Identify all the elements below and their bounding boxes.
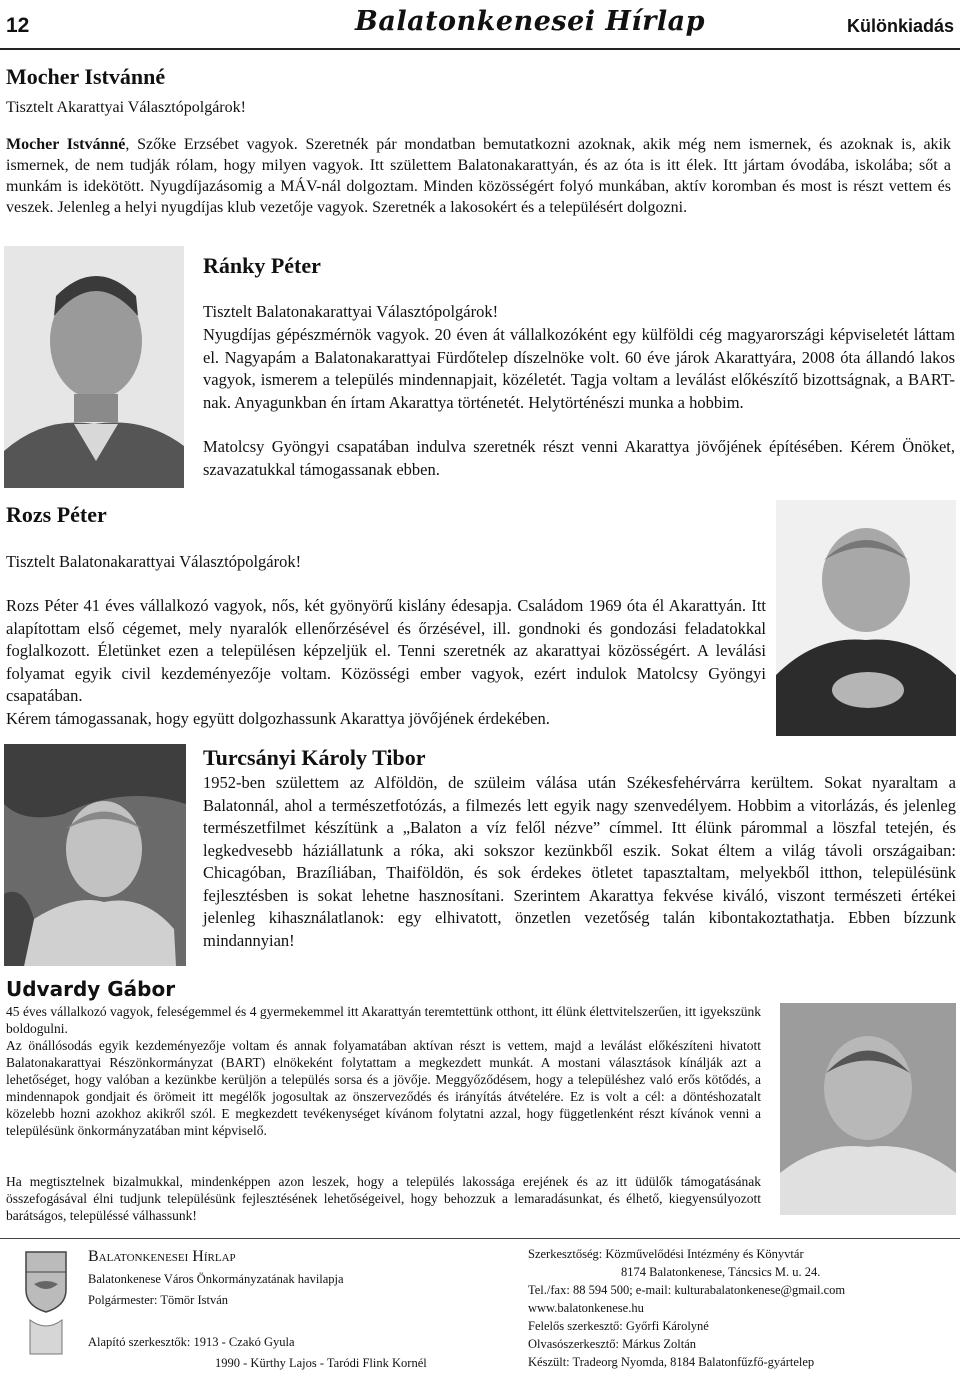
- footer-paper-title: [88, 1248, 236, 1266]
- candidate-name-udvardy: Udvardy Gábor: [6, 977, 176, 1001]
- footer-founders-2: 1990 - Kürthy Lajos - Taródi Flink Kornél: [215, 1356, 427, 1370]
- page-number: 12: [6, 14, 30, 37]
- greeting-ranky: Tisztelt Balatonakarattyai Választópolgárok!: [203, 302, 499, 321]
- footer-founders-1: Alapító szerkesztők: 1913 - Czakó Gyula: [88, 1335, 295, 1349]
- candidate-photo-rozs: [776, 500, 956, 736]
- footer-contact: Tel./fax: 88 594 500; e-mail: kulturabalatonkenese@gmail.com: [528, 1283, 846, 1297]
- candidate-name-mocher: Mocher Istvánné: [6, 64, 166, 89]
- bio-rozs: Rozs Péter 41 éves vállalkozó vagyok, nős, két gyönyörű kislány édesapja. Családom 1969 óta él Akarattyán. Itt alapítottam első cégemet, mely nyaralók ellenőrzésével és őrzésével, ill. gondnoki és gondozási feladatokkal foglalkozott. Életünket ezen a településen képzeljük el. Tenni szeretnék az akarattyai közösségért. A leválási folyamat egyik civil kezdeményezője voltam. Közösségi ember vagyok, ezért indulok Matolcsy Gyöngyi csapatában.: [6, 596, 766, 705]
- candidate-name-ranky: Ránky Péter: [203, 253, 321, 278]
- header-divider: [0, 48, 960, 50]
- bio-mocher: [6, 134, 951, 218]
- candidate-name-turcsanyi: Turcsányi Károly Tibor: [203, 745, 426, 770]
- greeting-rozs: Tisztelt Balatonakarattyai Választópolgárok!: [6, 552, 302, 571]
- footer-paper-title-text: Balatonkenesei Hírlap: [88, 1248, 236, 1265]
- bio-udvardy-3: Ha megtisztelnek bizalmukkal, mindenképpen azon leszek, hogy a település lakossága erejének és az itt üdülők támogatásának összefogásával élni tudjunk településünk fejlesztésének lehetőségeivel, hogy behozzuk a lemaradásunkat, és élhető, kiegyensúlyozott barátságos, településsé válhassunk!: [6, 1174, 761, 1223]
- footer-printer: Készült: Tradeorg Nyomda, 8184 Balatonfűzfő-gyártelep: [528, 1355, 815, 1369]
- bio-rozs-2: Kérem támogassanak, hogy együtt dolgozhassunk Akarattya jövőjének érdekében.: [6, 709, 550, 728]
- footer-website: www.balatonkenese.hu: [528, 1301, 644, 1315]
- candidate-photo-udvardy: [780, 1003, 956, 1215]
- footer-subtitle: Balatonkenese Város Önkormányzatának havilapja: [88, 1272, 344, 1286]
- greeting-mocher: Tisztelt Akarattyai Választópolgárok!: [6, 99, 246, 116]
- bio-udvardy-1: 45 éves vállalkozó vagyok, feleségemmel és 4 gyermekemmel itt Akarattyán teremtettünk otthont, itt élünk élettvitelszerűen, itt igyekszünk boldogulni.: [6, 1004, 761, 1036]
- footer-copy-editor: Olvasószerkesztő: Márkus Zoltán: [528, 1337, 697, 1351]
- footer-divider: [0, 1238, 960, 1239]
- bio-mocher-text: , Szőke Erzsébet vagyok. Szeretnék pár mondatban bemutatkozni azoknak, akik még nem ismernek, és azoknak is, akik ismernek, de nem tudják rólam, hogy milyen vagyok. Itt születtem Balatonakarattyán, és az óta is itt élek. Itt jártam óvodába, iskolába; sőt a munkám is idekötött. Nyugdíjazásomig a MÁV-nál dolgoztam. Minden közösségért folyó munkában, aktív koromban és most is részt vettem és veszek. Jelenleg a helyi nyugdíjas klub vezetője vagyok. Szeretnék a lakosokért és a településért dolgozni.: [6, 136, 951, 216]
- bio-ranky-2: Matolcsy Gyöngyi csapatában indulva szeretnék részt venni Akarattya jövőjének építésében. Kérem Önöket, szavazatukkal támogassanak ebben.: [203, 437, 955, 479]
- bio-udvardy-2: Az önállósodás egyik kezdeményezője voltam és annak folyamatában aktívan részt is vettem, majd a leválást előkészíteni hivatott Balatonakarattyai Részönkormányzat (BART) elnökeként folytattam a megkezdett munkát. A mostani választások kínálják azt a lehetőséget, hogy valóban a kezünkbe kerüljön a település sorsa és a jövője. Meggyőződésem, hogy a településhez való erős kötődés, a mindennapok gondjait és örömeit itt megélők jogosultak az önszerveződés és irányítás átvételére. Ez is volt a cél: a döntéshozatalt közelebb hozni azokhoz akikről szól. E megkezdett tevékenységet kívánom folytatni azzal, hogy függetlenként részt kívánok venni a településünk önkormányzatában mint képviselő.: [6, 1038, 761, 1138]
- footer-editorial-office: Szerkesztőség: Közművelődési Intézmény és Könyvtár: [528, 1247, 804, 1261]
- footer-mayor: Polgármester: Tömör István: [88, 1293, 229, 1307]
- footer-address: 8174 Balatonkenese, Táncsics M. u. 24.: [621, 1265, 821, 1279]
- masthead-title: Balatonkenesei Hírlap: [355, 6, 706, 37]
- coat-of-arms-icon: [20, 1250, 72, 1360]
- bio-turcsanyi: 1952-ben születtem az Alföldön, de szüleim válása után Székesfehérvárra kerültem. Sokat nyaraltam a Balatonnál, ahol a természetfotózás, a filmezés lett egyik nagy szenvedélyem. Hobbim a vitorlázás, és jelenleg természetfilmet készítünk a „Balaton a víz felől nézve” címmel. Itt élünk párommal a löszfal tetején, és legkedvesebb háziállatunk a róka, aki sokszor kezünkből eszik. Sokat éltem a világ távoli országaiban: Chicagóban, Brazíliában, Thaiföldön, és sok érdekes ötletet tapasztaltam, melyekből itthon, településünk fejlesztésben is sokat lehetne hasznosítani. Szerintem Akarattya fekvése kiváló, viszont természeti értékei jelenleg kihasználatlanok: egy elhivatott, önzetlen vezetőség talán kibontakoztathatja. Ebben bízzunk mindannyian!: [203, 773, 956, 950]
- candidate-name-rozs: Rozs Péter: [6, 502, 107, 527]
- candidate-photo-turcsanyi: [4, 744, 186, 966]
- bio-mocher-bold: Mocher Istvánné: [6, 136, 126, 153]
- footer-editor-in-chief: Felelős szerkesztő: Győrfi Károlyné: [528, 1319, 709, 1333]
- candidate-photo-ranky: [4, 246, 184, 488]
- bio-ranky: Nyugdíjas gépészmérnök vagyok. 20 éven át vállalkozóként egy külföldi cég magyarországi képviseletét láttam el. Nagyapám a Balatonakarattyai Fürdőtelep díszelnöke volt. 60 éve járok Akarattyára, 2008 óta állandó lakos vagyok, ismerem a település mindennapjait, közéletét. Tagja voltam a leválást előkészítő bizottságnak, a BART-nak. Anyagunkban én írtam Akarattya történetét. Helytörténészi munka a hobbim.: [203, 325, 955, 412]
- section-label: Különkiadás: [846, 16, 954, 36]
